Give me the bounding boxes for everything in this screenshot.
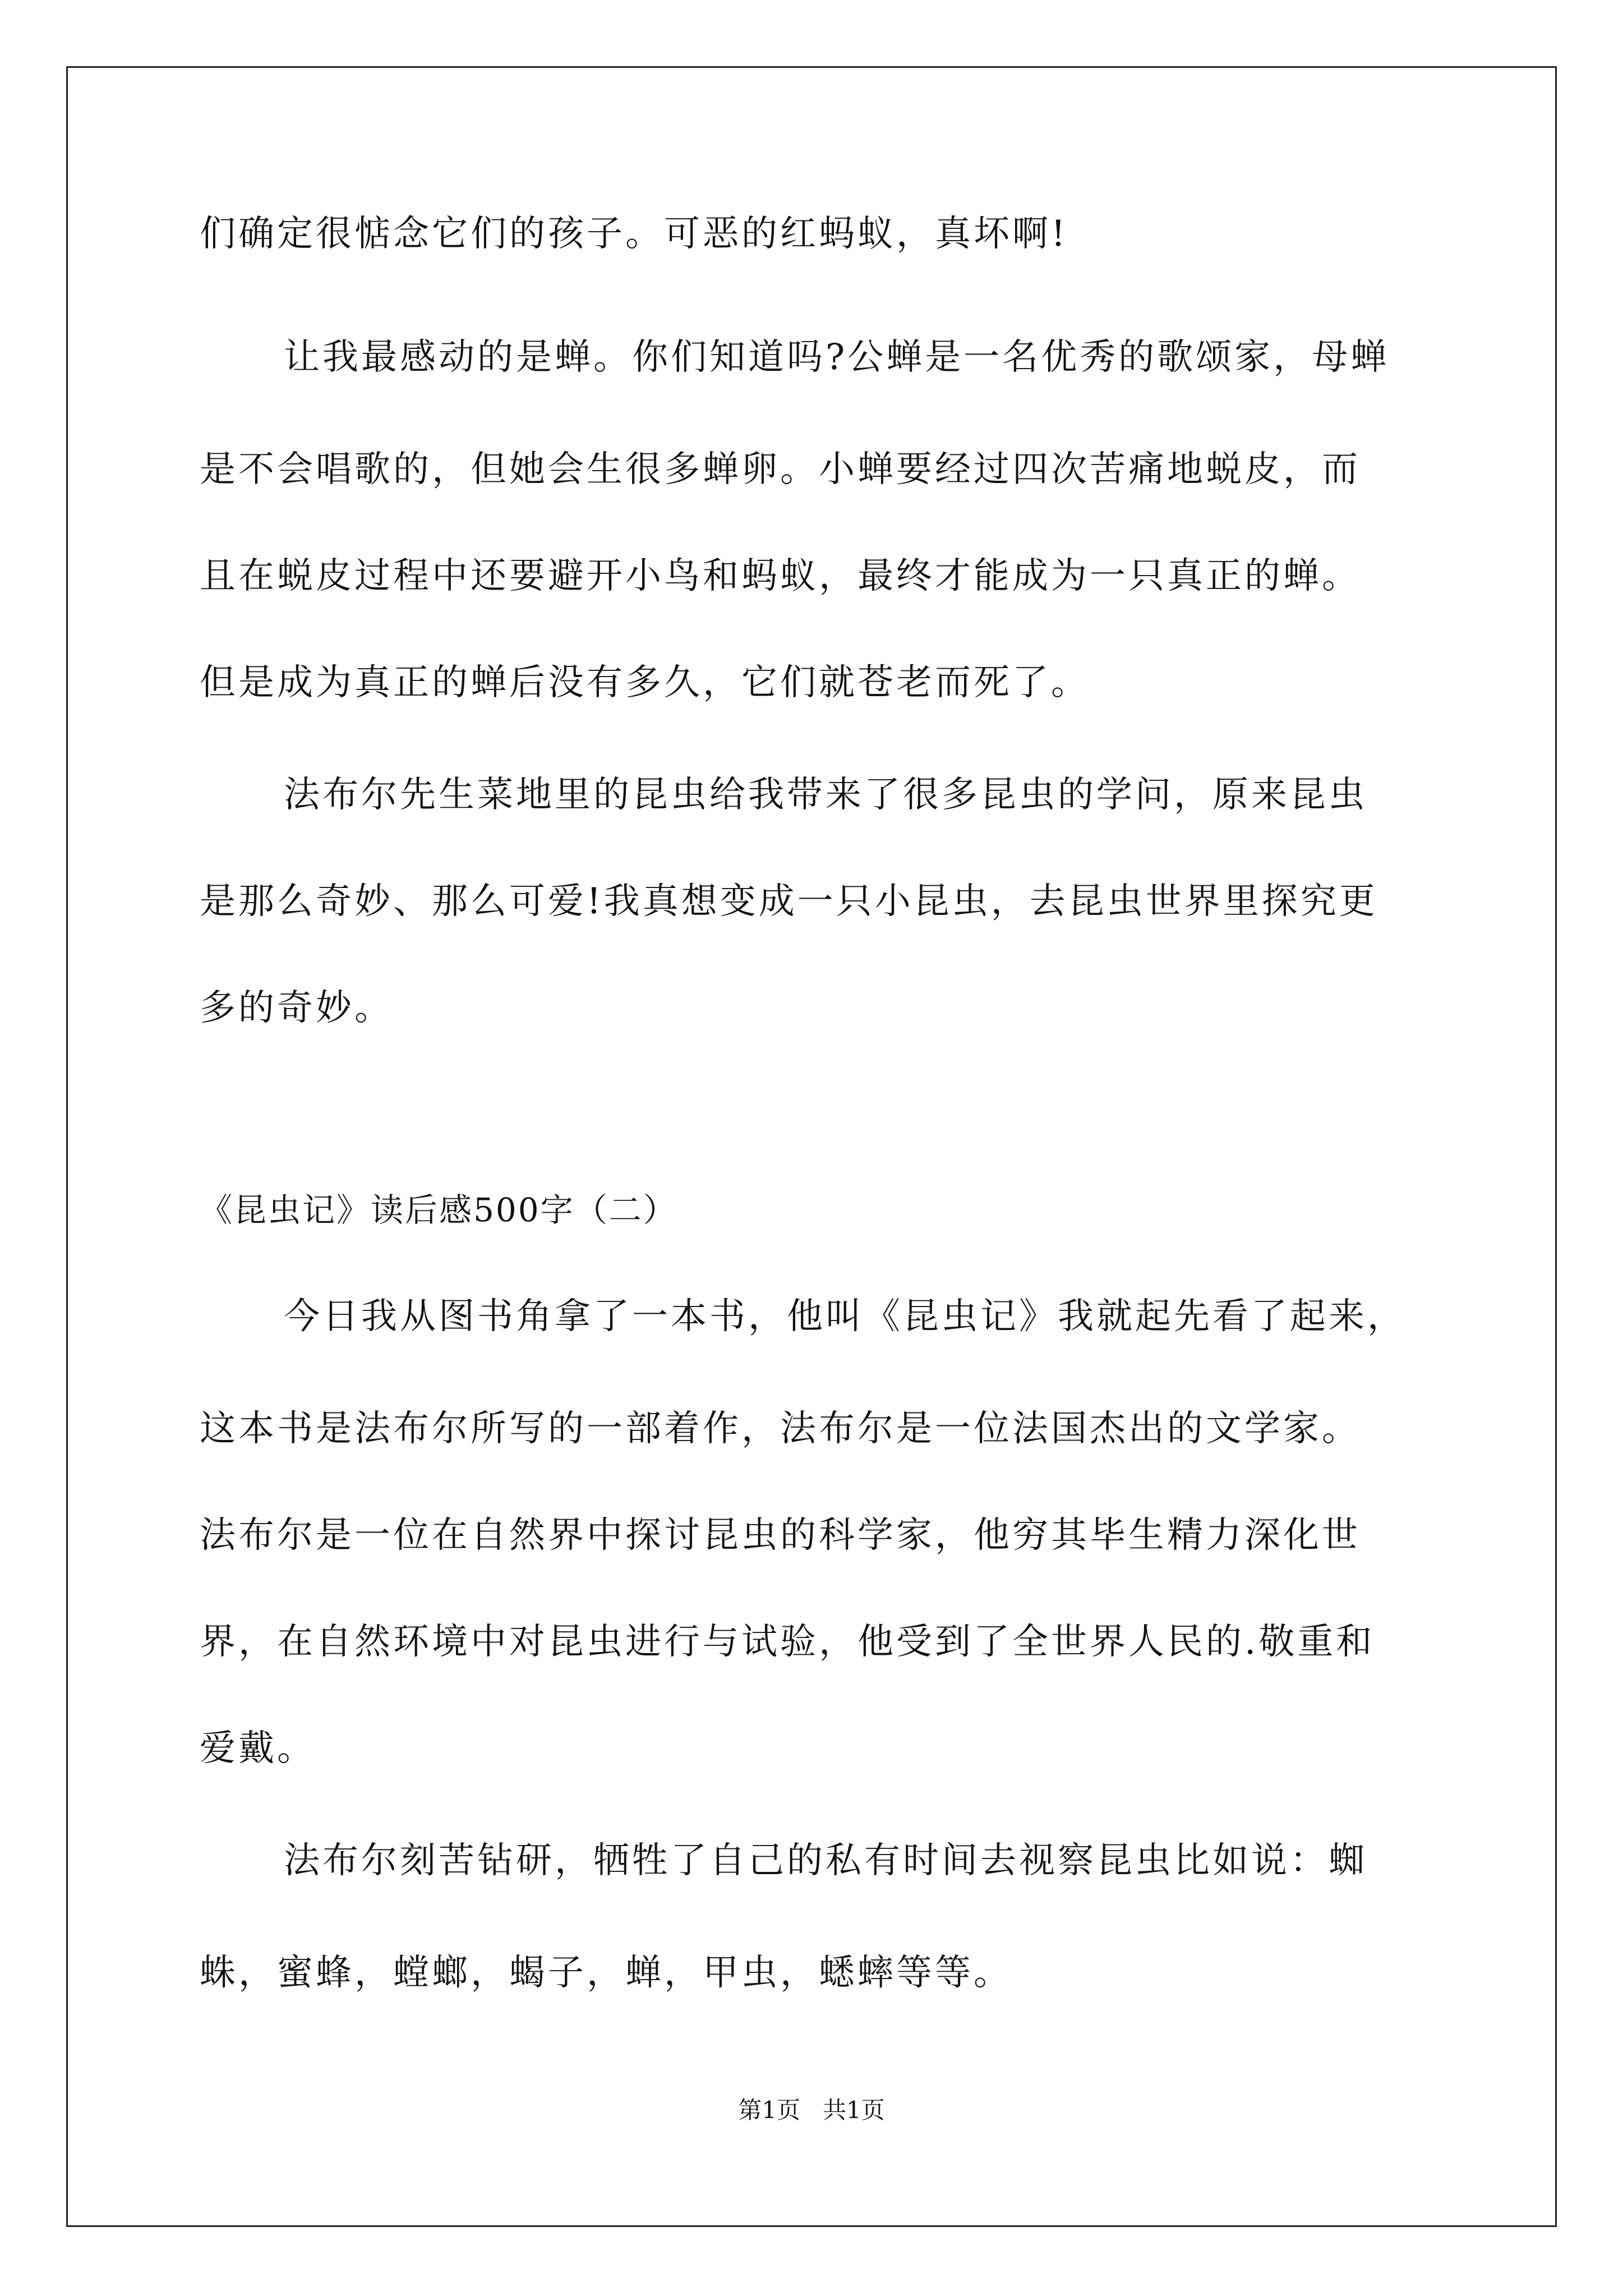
text-line-10: 今日我从图书角拿了一本书，他叫《昆虫记》我就起先看了起来， <box>284 1296 1406 1337</box>
text-line-2: 让我最感动的是蝉。你们知道吗?公蝉是一名优秀的歌颂家，母蝉 <box>284 337 1390 378</box>
text-line-13: 界，在自然环境中对昆虫进行与试验，他受到了全世界人民的.敬重和 <box>200 1621 1375 1663</box>
text-line-15: 法布尔刻苦钻研，牺牲了自己的私有时间去视察昆虫比如说：蜘 <box>284 1840 1367 1881</box>
text-line-7: 是那么奇妙、那么可爱!我真想变成一只小昆虫，去昆虫世界里探究更 <box>200 881 1378 922</box>
text-line-6: 法布尔先生菜地里的昆虫给我带来了很多昆虫的学问，原来昆虫 <box>284 774 1367 816</box>
page-number-footer: 第1页 共1页 <box>738 2096 885 2124</box>
page-border <box>66 66 1557 2227</box>
text-line-4: 且在蜕皮过程中还要避开小鸟和蚂蚁，最终才能成为一只真正的蝉。 <box>200 555 1361 597</box>
section-heading: 《昆虫记》读后感500字（二） <box>200 1191 677 1229</box>
text-line-16: 蛛，蜜蜂，螳螂，蝎子，蝉，甲虫，蟋蟀等等。 <box>200 1952 1012 1994</box>
text-line-1: 们确定很惦念它们的孩子。可恶的红蚂蚁，真坏啊! <box>200 213 1068 255</box>
text-line-12: 法布尔是一位在自然界中探讨昆虫的科学家，他穷其毕生精力深化世 <box>200 1515 1361 1556</box>
text-line-14: 爱戴。 <box>200 1728 316 1769</box>
text-line-3: 是不会唱歌的，但她会生很多蝉卵。小蝉要经过四次苦痛地蜕皮，而 <box>200 449 1361 490</box>
text-line-8: 多的奇妙。 <box>200 987 393 1029</box>
text-line-5: 但是成为真正的蝉后没有多久，它们就苍老而死了。 <box>200 662 1090 703</box>
text-line-11: 这本书是法布尔所写的一部着作，法布尔是一位法国杰出的文学家。 <box>200 1408 1361 1450</box>
